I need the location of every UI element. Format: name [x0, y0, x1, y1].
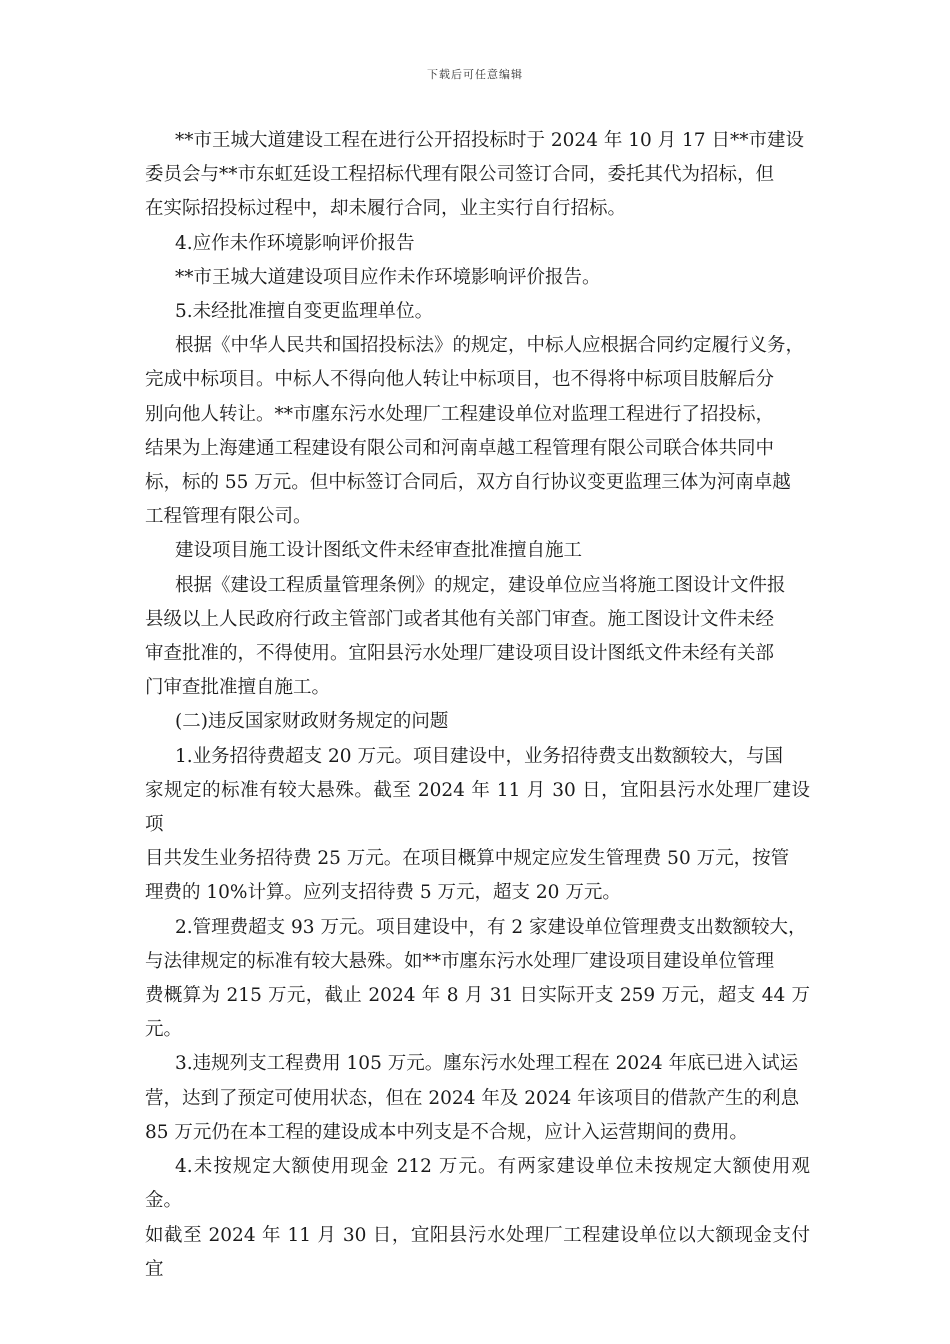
text-line: 家规定的标准有较大悬殊。截至 2024 年 11 月 30 日，宜阳县污水处理厂建设项: [145, 779, 810, 836]
text-line: 3.违规列支工程费用 105 万元。廛东污水处理工程在 2024 年底已进入试运: [175, 1053, 799, 1075]
text-line: 理费的 10%计算。应列支招待费 5 万元，超支 20 万元。: [145, 882, 621, 904]
text-line: 4.应作未作环境影响评价报告: [175, 232, 415, 254]
text-line: **市王城大道建设工程在进行公开招投标时于 2024 年 10 月 17 日**市建设: [175, 130, 804, 151]
text-line: 1.业务招待费超支 20 万元。项目建设中，业务招待费支出数额较大，与国: [175, 745, 783, 767]
text-line: 建设项目施工设计图纸文件未经审查批准擅自施工: [175, 540, 583, 562]
text-line: 如截至 2024 年 11 月 30 日，宜阳县污水处理厂工程建设单位以大额现金支付宜: [145, 1224, 810, 1280]
text-line: 在实际招投标过程中，却未履行合同，业主实行自行招标。: [145, 198, 627, 220]
text-line: 与法律规定的标准有较大悬殊。如**市廛东污水处理厂建设项目建设单位管理: [145, 950, 775, 972]
text-line: 4.未按规定大额使用现金 212 万元。有两家建设单位未按规定大额使用观金。: [145, 1156, 810, 1212]
text-line: 完成中标项目。中标人不得向他人转让中标项目，也不得将中标项目肢解后分: [145, 369, 775, 391]
text-line: 85 万元仍在本工程的建设成本中列支是不合规，应计入运营期间的费用。: [145, 1121, 748, 1143]
text-line: 2.管理费超支 93 万元。项目建设中，有 2 家建设单位管理费支出数额较大，: [175, 916, 807, 938]
text-line: 目共发生业务招待费 25 万元。在项目概算中规定应发生管理费 50 万元，按管: [145, 848, 790, 870]
text-line: 县级以上人民政府行政主管部门或者其他有关部门审查。施工图设计文件未经: [145, 608, 775, 630]
text-line: 别向他人转让。**市廛东污水处理厂工程建设单位对监理工程进行了招投标，: [145, 403, 775, 425]
text-line: 费概算为 215 万元，截止 2024 年 8 月 31 日实际开支 259 万元，超支 44 万元。: [145, 985, 810, 1041]
text-line: 根据《建设工程质量管理条例》的规定，建设单位应当将施工图设计文件报: [175, 574, 786, 596]
text-line: 标，标的 55 万元。但中标签订合同后，双方自行协议变更监理三体为河南卓越: [145, 472, 791, 494]
document-body: [145, 124, 810, 1287]
text-line: 工程管理有限公司。: [145, 506, 312, 528]
text-line: 委员会与**市东虹廷设工程招标代理有限公司签订合同，委托其代为招标，但: [145, 164, 775, 186]
text-line: 营，达到了预定可使用状态，但在 2024 年及 2024 年该项目的借款产生的利息: [145, 1087, 800, 1109]
text-line: 5.未经批准擅自变更监理单位。: [175, 301, 434, 323]
page-header-note: 下载后可任意编辑: [427, 68, 523, 81]
text-line: 根据《中华人民共和国招投标法》的规定，中标人应根据合同约定履行义务，: [175, 335, 805, 357]
text-line: 审查批准的，不得使用。宜阳县污水处理厂建设项目设计图纸文件未经有关部: [145, 643, 775, 665]
text-line: **市王城大道建设项目应作未作环境影响评价报告。: [175, 266, 601, 288]
text-line: (二)违反国家财政财务规定的问题: [175, 711, 449, 733]
text-line: 结果为上海建通工程建设有限公司和河南卓越工程管理有限公司联合体共同中: [145, 437, 775, 459]
text-line: 门审查批准擅自施工。: [145, 677, 331, 699]
